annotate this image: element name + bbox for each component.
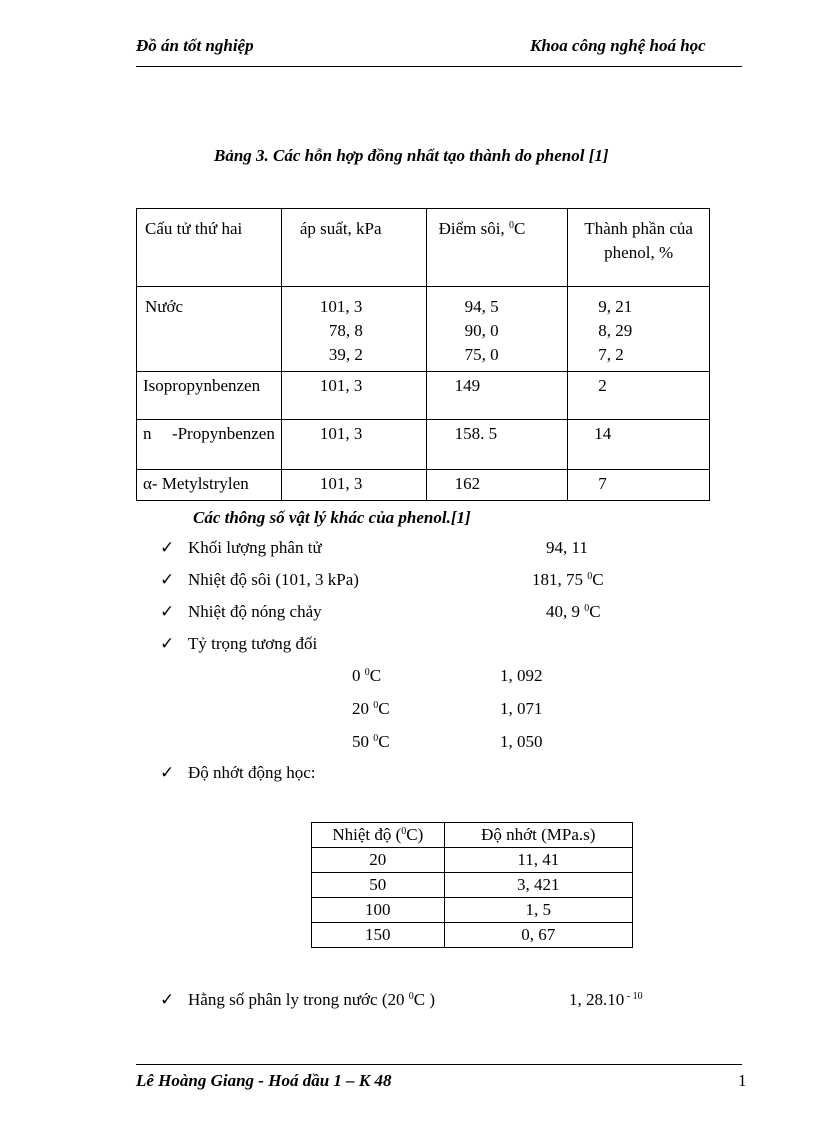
table3-caption: Bảng 3. Các hỗn hợp đồng nhất tạo thành do phenol [1] (214, 146, 609, 165)
density-temp: 20 $^0$C (352, 699, 390, 718)
density-temp: 50 $^0$C (352, 732, 390, 751)
bullet-density: ✓ Tỷ trọng tương đối (160, 634, 318, 653)
boiling-point-value: 181, 75 $^0$C (532, 570, 604, 589)
viscosity-header-row (312, 823, 633, 848)
bullet-viscosity: ✓ Độ nhớt động học: (160, 763, 316, 782)
dissociation-value: 1, 28.10 $^{- 10}$ (569, 990, 643, 1009)
viscosity-header-value: Độ nhớt (MPa.s) (444, 823, 632, 848)
table3-header-boiling-point: Điểm sôi, $^0$C (438, 219, 526, 238)
bullet-melting-point: ✓ Nhiệt độ nóng chảy (160, 602, 322, 621)
degree-sup: 0 (508, 220, 514, 231)
check-icon: ✓ (160, 763, 175, 782)
table3-header-component: Cấu tử thứ hai (145, 219, 243, 238)
row-pressure: 101, 3 (319, 424, 363, 443)
check-icon: ✓ (160, 602, 175, 621)
header-rule (136, 66, 742, 67)
table-row: 20 11, 41 (312, 848, 633, 873)
check-icon: ✓ (160, 538, 175, 557)
row-composition: 14 (594, 424, 612, 443)
header-left: Đồ án tốt nghiệp (136, 36, 254, 55)
molecular-weight-value: 94, 11 (546, 538, 588, 557)
table-row: 100 1, 5 (312, 898, 633, 923)
bullet-molecular-weight: ✓ Khối lượng phân tử (160, 538, 322, 557)
row-pressure: 101, 3 (319, 376, 363, 395)
melting-point-value: 40, 9 $^0$C (546, 602, 601, 621)
table-row (137, 470, 710, 501)
table3-header-composition: Thành phần của phenol, % (584, 219, 693, 262)
table3-header-pressure: áp suất, kPa (299, 219, 382, 238)
row-boiling-point: 149 (454, 376, 481, 395)
footer-rule (136, 1064, 742, 1065)
viscosity-header-temp: Nhiệt độ ($^0$C) (312, 823, 445, 848)
check-icon: ✓ (160, 990, 175, 1009)
row-boiling-point: 158. 5 (454, 424, 498, 443)
bullet-boiling-point: ✓ Nhiệt độ sôi (101, 3 kPa) (160, 570, 359, 589)
row-component: n -Propynbenzen (143, 424, 275, 443)
row-component: Isopropynbenzen (143, 376, 261, 395)
table3 (136, 208, 710, 501)
table-row (137, 372, 710, 420)
row-pressure: 101, 3 (319, 474, 363, 493)
row-component: Nước (145, 297, 184, 316)
row-boiling-point: 94, 5 90, 0 75, 0 (464, 297, 499, 364)
viscosity-table (311, 822, 633, 948)
density-value: 1, 071 (500, 699, 543, 718)
density-temp: 0 $^0$C (352, 666, 382, 685)
row-composition: 9, 21 8, 29 7, 2 (598, 297, 633, 364)
table-row: 150 0, 67 (312, 923, 633, 948)
row-pressure: 101, 3 78, 8 39, 2 (319, 297, 363, 364)
row-composition: 7 (598, 474, 607, 493)
check-icon: ✓ (160, 570, 175, 589)
table-row: 50 3, 421 (312, 873, 633, 898)
bullet-dissociation: ✓ Hằng số phân ly trong nước (20 $^0$C ) (160, 990, 436, 1009)
table-row (137, 420, 710, 470)
header-right: Khoa công nghệ hoá học (530, 36, 706, 55)
props-title: Các thông số vật lý khác của phenol.[1] (193, 508, 471, 527)
check-icon: ✓ (160, 634, 175, 653)
row-boiling-point: 162 (454, 474, 481, 493)
table3-header-row (137, 209, 710, 287)
density-value: 1, 050 (500, 732, 543, 751)
table-row (137, 287, 710, 372)
density-value: 1, 092 (500, 666, 543, 685)
row-composition: 2 (598, 376, 607, 395)
page-number: 1 (738, 1071, 747, 1090)
footer-author: Lê Hoàng Giang - Hoá dầu 1 – K 48 (136, 1071, 392, 1090)
row-component: α- Metylstrylen (143, 474, 249, 493)
